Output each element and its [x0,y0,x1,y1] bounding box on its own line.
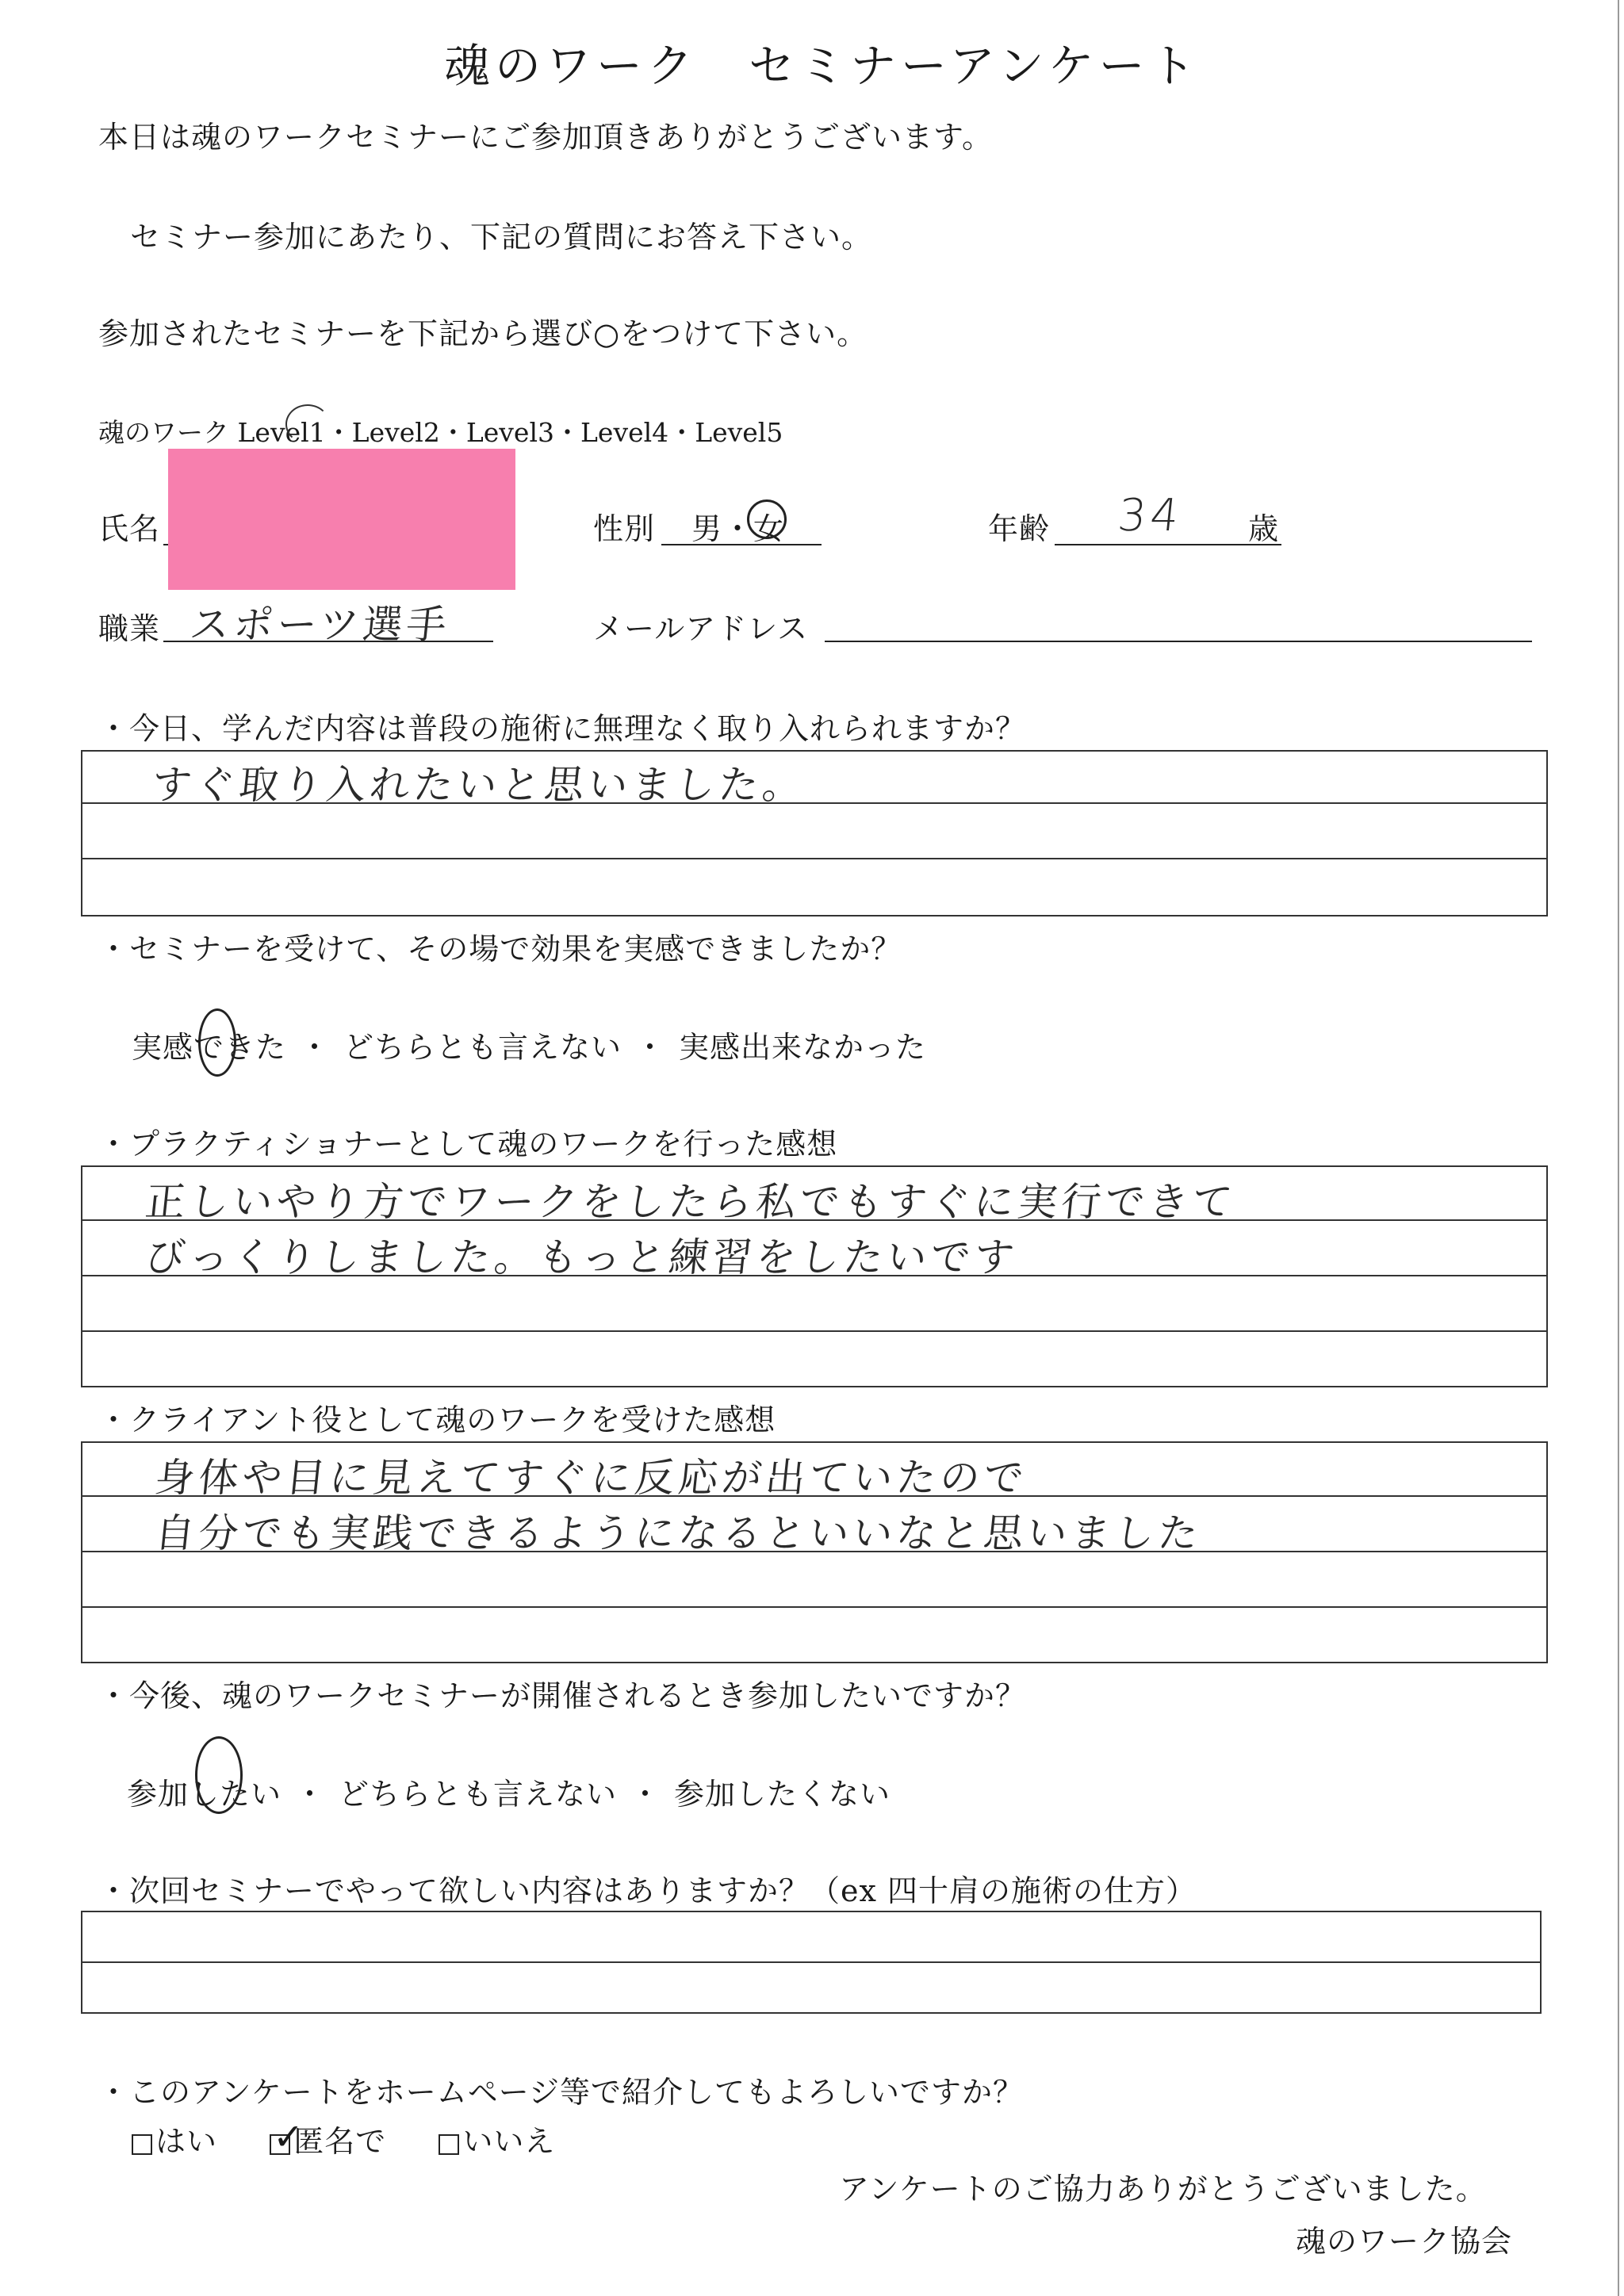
q3-answer-line-2: びっくりしました。もっと練習をしたいです [143,1234,1021,1280]
gender-option-male[interactable]: 男 [691,511,723,546]
q6-rule [82,1961,1540,1963]
job-label: 職業 [98,611,161,646]
q5-label: ・今後、魂のワークセミナーが開催されるとき参加したいですか？ [98,1678,1027,1713]
q4-answer-line-2: 自分でも実践できるようになるといいなと思いました [152,1510,1205,1556]
age-label: 年齢 [988,511,1051,546]
q5-options: 参加したい ・ どちらとも言えない ・ 参加したくない [127,1777,891,1812]
level-option-2[interactable]: Level2 [351,417,440,448]
q7-label: ・このアンケートをホームページ等で紹介してもよろしいですか？ [98,2075,1024,2110]
q3-label: ・プラクティショナーとして魂のワークを行った感想 [98,1127,838,1161]
level-option-1[interactable]: Level1 [237,417,326,448]
gender-label: 性別 [593,511,656,546]
q5-selected-circle [195,1736,243,1814]
footer-organization: 魂のワーク協会 [1296,2224,1513,2259]
q2-selected-circle [198,1008,236,1077]
gender-option-female[interactable]: 女 [753,511,785,546]
q6-answer-box[interactable] [81,1911,1542,2014]
age-value: 34 [1115,490,1185,541]
q1-rule [82,858,1546,859]
q5-option-attend[interactable]: 参加したい [127,1777,282,1812]
q3-rule [82,1330,1546,1332]
q7-option-yes[interactable]: はい [132,2124,217,2159]
level-option-5[interactable]: Level5 [695,417,783,448]
q4-rule [82,1606,1546,1608]
name-redaction-sticker [168,449,515,590]
email-field-line[interactable] [825,641,1532,642]
q2-label: ・セミナーを受けて、その場で効果を実感できましたか？ [98,932,902,966]
q6-label: ・次回セミナーでやって欲しい内容はありますか？（ex 四十肩の施術の仕方） [98,1873,1197,1908]
intro-select-seminar: 参加されたセミナーを下記から選び○をつけて下さい。 [98,316,868,351]
q2-options: 実感できた ・ どちらとも言えない ・ 実感出来なかった [132,1030,927,1065]
q2-option-felt[interactable]: 実感できた [132,1030,287,1065]
q7-option-anonymous[interactable]: ✓ 匿名で [270,2124,386,2159]
q7-checkbox-no[interactable] [439,2134,459,2155]
q7-option-no[interactable]: いいえ [439,2124,555,2159]
q1-answer-box[interactable] [81,750,1548,916]
q2-option-not-felt[interactable]: 実感出来なかった [679,1030,927,1065]
q4-answer-line-1: 身体や目に見えてすぐに反応が出ていたので [152,1455,1030,1501]
q3-answer-line-1: 正しいやり方でワークをしたら私でもすぐに実行できて [143,1179,1239,1225]
age-unit: 歳 [1248,511,1280,546]
page-title: 魂のワーク セミナーアンケート [444,39,1201,93]
gender-selected-circle [747,499,787,539]
q3-answer-box[interactable] [81,1165,1548,1387]
level-selected-circle [285,404,330,444]
email-label: メールアドレス [593,611,809,646]
q4-answer-box[interactable] [81,1441,1548,1663]
q7-options [132,2114,556,2160]
q5-option-neutral[interactable]: どちらとも言えない [339,1777,618,1812]
job-value: スポーツ選手 [187,602,453,648]
q5-option-not-attend[interactable]: 参加したくない [674,1777,891,1812]
level-option-4[interactable]: Level4 [580,417,669,448]
intro-instruction: セミナー参加にあたり、下記の質問にお答え下さい。 [130,220,873,254]
level-prefix: 魂のワーク [98,417,229,448]
level-option-3[interactable]: Level3 [465,417,555,448]
q1-label: ・今日、学んだ内容は普段の施術に無理なく取り入れられますか？ [98,711,1027,746]
footer-thanks: アンケートのご協力ありがとうございました。 [839,2172,1487,2206]
q4-label: ・クライアント役として魂のワークを受けた感想 [98,1402,776,1437]
intro-greeting: 本日は魂のワークセミナーにご参加頂きありがとうございます。 [98,120,993,155]
scan-edge [1618,0,1619,2296]
level-selection: 魂のワーク Level1・Level2・Level3・Level4・Level5 [98,417,783,448]
q7-checkbox-yes[interactable] [132,2134,152,2155]
q1-answer-line-1: すぐ取り入れたいと思いました。 [149,762,809,808]
q2-option-neutral[interactable]: どちらとも言えない [343,1030,622,1065]
checkmark-icon: ✓ [273,2114,304,2158]
gender-options: 男・女 [691,511,785,546]
q7-checkbox-anonymous[interactable] [270,2114,304,2158]
name-label: 氏名 [98,511,161,546]
